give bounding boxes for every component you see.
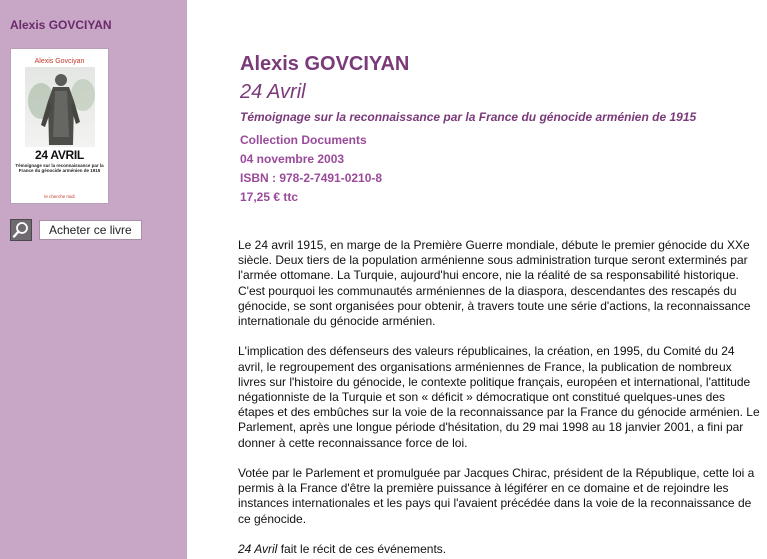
book-publication-date: 04 novembre 2003 xyxy=(240,152,345,166)
book-subtitle: Témoignage sur la reconnaissance par la France du génocide arménien de 1915 xyxy=(240,110,697,124)
description-paragraph-2: L'implication des défenseurs des valeurs républicaines, la création, en 1995, du Comité du 24 avril, le regroupement des organisations arméniennes de France, la publication de nombreux livres sur l'histoire du génocide, le contexte politique français, européen et international, l'attitude négationniste de la Turquie et son « déficit » démocratique ont constitué quelques-unes des étapes et des embûches sur la voie de la reconnaissance par la France du génocide arménien. Le Parlement, après une longue période d'hésitation, du 29 mai 1998 au 18 janvier 2001, a fini par donner à cette reconnaissance force de loi. xyxy=(238,344,760,450)
book-cover[interactable] xyxy=(10,48,109,204)
book-title: 24 Avril xyxy=(240,81,306,103)
book-description xyxy=(238,238,762,559)
magnifier-icon[interactable] xyxy=(10,219,32,241)
description-paragraph-1: Le 24 avril 1915, en marge de la Première Guerre mondiale, débute le premier génocide du XXe siècle. Deux tiers de la population arménienne sous administration turque seront exterminés par l'armée ottomane. La Turquie, aujourd'hui encore, nie la réalité de sa responsabilité historique. C'est pourquoi les communautés arméniennes de la diaspora, descendantes des rescapés du génocide, se sont organisées pour obtenir, à travers toute une série d'actions, la reconnaissance internationale du génocide arménien. xyxy=(238,238,751,329)
main-content xyxy=(187,0,767,559)
sidebar xyxy=(0,0,187,559)
description-paragraph-4 xyxy=(238,542,762,557)
book-collection[interactable]: Collection Documents xyxy=(240,133,367,147)
description-paragraph-4-text: fait le récit de ces événements. xyxy=(277,542,447,557)
book-price: 17,25 € ttc xyxy=(240,190,299,204)
description-paragraph-3: Votée par le Parlement et promulguée par Jacques Chirac, président de la République, cette loi a permis à la France d'être la première puissance à légiférer en ce domaine et de rejoindre les instances internationales et les pays qui l'avaient précédée dans la voie de la reconnaissance de ce génocide. xyxy=(238,466,755,526)
buy-book-button[interactable]: Acheter ce livre xyxy=(39,220,142,240)
book-isbn: ISBN : 978-2-7491-0210-8 xyxy=(240,171,383,185)
cover-publisher: le cherche midi xyxy=(44,194,75,199)
cover-title: 24 AVRIL xyxy=(35,148,84,162)
description-book-title: 24 Avril xyxy=(238,542,278,557)
cover-subtitle: Témoignage sur la reconnaissance par la France du génocide arménien de 1915 xyxy=(15,163,104,173)
sidebar-author-name[interactable]: Alexis GOVCIYAN xyxy=(10,18,112,32)
book-author[interactable]: Alexis GOVCIYAN xyxy=(240,53,410,75)
cover-author: Alexis Govciyan xyxy=(34,58,85,65)
